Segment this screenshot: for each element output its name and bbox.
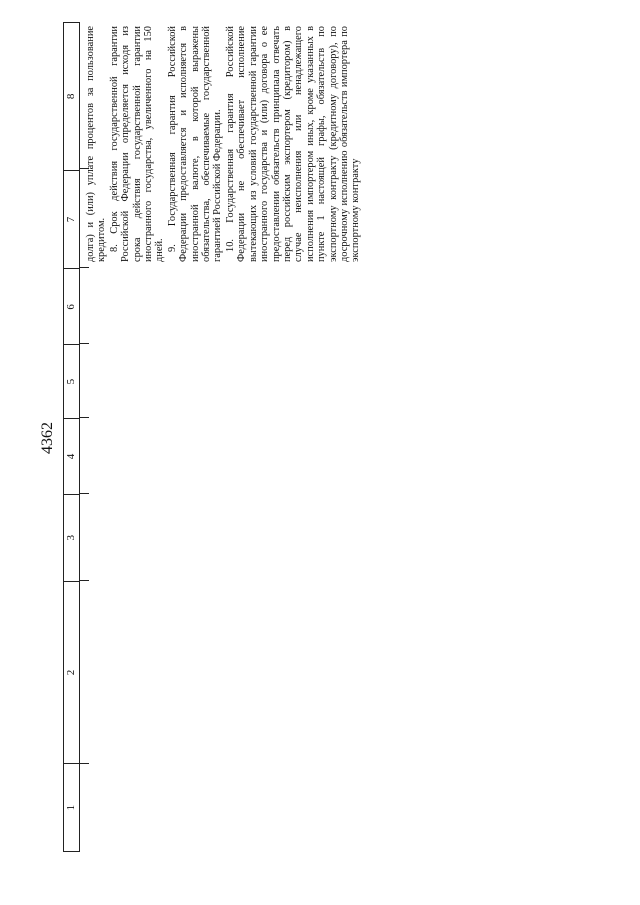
column-divider [80,763,89,764]
rotated-table-area [63,22,619,852]
paragraph-8: 8. Срок действия государственной гарантии Российской Федерации определяется исходя из срока действия государственной гарантии иностранного государства, увеличенного на 150 дней. [108,26,166,262]
column-header-6: 6 [64,268,79,344]
column-header-1: 1 [64,763,79,851]
column-8-text [85,26,363,262]
column-divider [80,417,89,418]
column-divider [80,493,89,494]
paragraph-9: 9. Государственная гарантия Российской Федерации предоставляется и исполняется в иностранной валюте, в которой выражены обязательства, обеспечиваемые государственной гарантией Российской Федерации. [166,26,224,262]
column-divider [80,343,89,344]
column-divider [80,580,89,581]
column-header-8: 8 [65,93,77,100]
column-header-3: 3 [64,494,79,581]
paragraph-10: 10. Государственная гарантия Российской Федерации не обеспечивает исполнение вытекающих из условий государственной гарантии иностранного государства и (или) договора о ее предоставлении обязательств принципала отвечать перед российским экспортером (кредитором) в случае неисполнения или ненадлежащего исполнения импортером иных, кроме указанных в пункте 1 настоящей графы, обязательств по экспортному контракту (кредитному договору), по досрочному исполнению обязательств импортера по экспортному контракту [224,26,362,262]
column-divider [80,267,89,268]
legal-table [63,22,619,852]
paragraph-continuation: долга) и (или) уплате процентов за пользование кредитом. [85,26,108,262]
column-header-4: 4 [64,418,79,494]
column-header-7: 7 [64,170,79,269]
column-header-2: 2 [64,581,79,764]
table-header-row [63,22,80,852]
page-number: 4362 [39,422,56,454]
column-header-5: 5 [64,344,79,418]
